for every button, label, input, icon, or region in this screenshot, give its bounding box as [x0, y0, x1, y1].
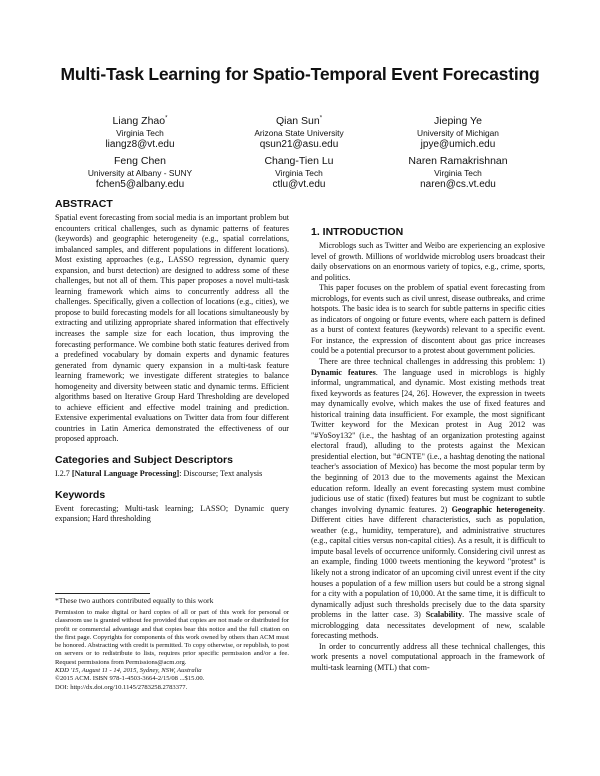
- author-email: jpye@umich.edu: [420, 139, 496, 150]
- author-name: Jieping Ye: [434, 115, 482, 127]
- intro-paragraph: In order to concurrently address all these technical challenges, this work presents a novel computational approach in the framework of multi-task learning (MTL) that com-: [311, 641, 545, 672]
- right-column: [311, 226, 545, 673]
- abstract-heading: ABSTRACT: [55, 198, 113, 210]
- footnote-block: [55, 596, 289, 692]
- left-column: [55, 198, 289, 525]
- author-name: Feng Chen: [114, 155, 166, 167]
- intro-paragraph: This paper focuses on the problem of spatial event forecasting from microblogs, for events such as civil unrest, disease outbreaks, and crime hotspots. The basic idea is to search for subtle patterns in specific cities as indicators of ongoing or future events, where each pattern is defined as a burst of context features (keywords) relevant to a specific event. For instance, the expression of discontent about gas price increases could be a potential precursor to a protest about government policies.: [311, 283, 545, 356]
- conference-info: KDD '15, August 11 - 14, 2015, Sydney, NSW, Australia: [55, 667, 202, 675]
- equal-contribution-note: *These two authors contributed equally to this work: [55, 596, 214, 605]
- author-affiliation: University of Michigan: [417, 127, 499, 138]
- author-email: liangz8@vt.edu: [105, 139, 175, 150]
- abstract-text: Spatial event forecasting from social media is an important problem but encounters critical challenges, such as dynamic patterns of features (keywords) and geographic heterogeneity (e.g., spatial correlations, imbalanced samples, and different populations in different locations). Most existing approaches (e.g., LASSO regression, dynamic query expansion, and burst detection) are designed to address some of these challenges, but not all of them. This paper proposes a novel multi-task learning framework which aims to concurrently address all the challenges. Specifically, given a collection of locations (e.g., cities), we propose to build forecasting models for all locations simultaneously by extracting and utilizing appropriate shared information that effectively increases the sample size for each location, thus improving the forecasting performance. We combine both static features derived from a predefined vocabulary by domain experts and dynamic features generated from dynamic query expansion in a multi-task feature learning framework; we investigate different strategies to balance homogeneity and diversity between static and dynamic terms. Efficient algorithms based on Iterative Group Hard Thresholding are developed to achieve efficient and effective model training and prediction. Extensive experimental evaluations on Twitter data from four different countries in Latin America demonstrated the effectiveness of our proposed approach.: [55, 213, 289, 444]
- author-email: naren@cs.vt.edu: [420, 179, 496, 190]
- author-block: [55, 156, 225, 191]
- keywords-heading: Keywords: [55, 488, 106, 501]
- author-block: [214, 116, 384, 151]
- author-affiliation: Arizona State University: [254, 127, 344, 138]
- paper-title: Multi-Task Learning for Spatio-Temporal Event Forecasting: [60, 64, 540, 84]
- footnote-rule: [55, 593, 150, 594]
- author-affiliation: Virginia Tech: [116, 127, 164, 138]
- author-block: [373, 116, 543, 151]
- doi-line: DOI: http://dx.doi.org/10.1145/2783258.2783377.: [55, 683, 188, 691]
- permission-notice: Permission to make digital or hard copies of all or part of this work for personal or classroom use is granted without fee provided that copies are not made or distributed for profit or commercial advantage and that copies bear this notice and the full citation on the first page. Copyrights for components of this work owned by others than ACM must be honored. Abstracting with credit is permitted. To copy otherwise, or republish, to post on servers or to redistribute to lists, requires prior specific permission and/or a fee. Request permissions from Permissions@acm.org.: [55, 609, 289, 666]
- author-name: Liang Zhao*: [112, 115, 168, 127]
- intro-paragraph: There are three technical challenges in addressing this problem: 1) Dynamic features. The language used in microblogs is highly informal, ungrammatical, and dynamic. Most existing methods treat fixed keywords as features [24, 26]. However, the expression in tweets may dynamically evolve, which makes the use of fixed features and historical training data insufficient. For example, the most significant Twitter keyword for the Mexican protest in Aug 2012 was "#YoSoy132" (i.e., the hashtag of an organization protesting against electoral fraud), alluding to the protests against the Mexican presidential election, but "#CNTE" (i.e., a hashtag denoting the national teacher's association of Mexico) has become the most popular term by the beginning of 2013 due to the movements against the Mexican education reform. Ideally an event forecasting system must combine judicious use of static (fixed) features but must be cognizant to subtle changes involving dynamic features. 2) Geographic heterogeneity. Different cities have different characteristics, such as population, weather (e.g., humidity, temperature), and administrative structures (e.g., capital cities versus non-capital cities). As a result, it is difficult to impute basal levels of occurrence uniformly. Considering civil unrest as an example, finding 1000 tweets mentioning the keyword "protest" is likely not a strong indicator of an upcoming civil unrest event if the city houses a population of a few million users but could be a strong signal for a city with a population of 10,000. At the same time, it is difficult to dynamically adjust such thresholds precisely due to the data sparsity problems in the latter case. 3) Scalability. The massive scale of microblogging data necessitates development of new, scalable forecasting methods.: [311, 357, 545, 641]
- author-affiliation: University at Albany - SUNY: [87, 167, 193, 178]
- introduction-heading: 1. INTRODUCTION: [311, 226, 404, 238]
- author-email: ctlu@vt.edu: [272, 179, 326, 190]
- categories-text: I.2.7 [Natural Language Processing]: Discourse; Text analysis: [55, 469, 263, 479]
- categories-heading: Categories and Subject Descriptors: [55, 454, 233, 467]
- intro-paragraph: Microblogs such as Twitter and Weibo are experiencing an explosive level of growth. Millions of worldwide microblog users broadcast their daily observations on an enormous variety of topics, e.g., crime, sports, and politics.: [311, 241, 545, 282]
- author-affiliation: Virginia Tech: [434, 167, 482, 178]
- copyright-line: ©2015 ACM. ISBN 978-1-4503-3664-2/15/08 ...$15.00.: [55, 675, 205, 683]
- author-name: Naren Ramakrishnan: [408, 155, 508, 167]
- author-name: Chang-Tien Lu: [264, 155, 334, 167]
- author-name: Qian Sun*: [275, 115, 323, 127]
- author-block: [373, 156, 543, 191]
- keywords-text: Event forecasting; Multi-task learning; LASSO; Dynamic query expansion; Hard thresholding: [55, 503, 289, 524]
- author-email: qsun21@asu.edu: [259, 139, 339, 150]
- author-email: fchen5@albany.edu: [95, 179, 185, 190]
- author-block: [55, 116, 225, 151]
- author-affiliation: Virginia Tech: [275, 167, 323, 178]
- author-block: [214, 156, 384, 191]
